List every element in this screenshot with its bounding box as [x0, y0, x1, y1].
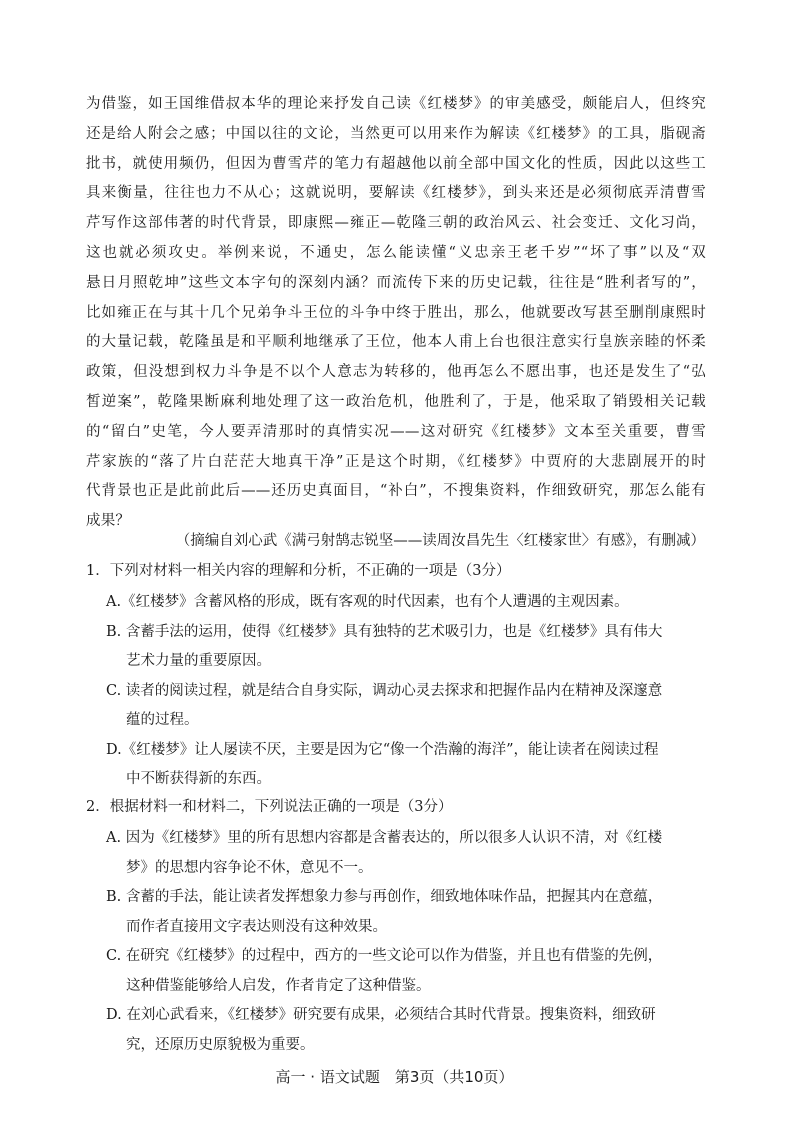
passage-line: 具来衡量，往往也力不从心；这就说明，要解读《红楼梦》，到头来还是必须彻底弄清曹雪 [86, 185, 706, 202]
option-text: B. 含蓄的手法，能让读者发挥想象力参与再创作，细致地体味作品，把握其内在意蕴， [106, 889, 663, 905]
option-text: 这种借鉴能够给人启发，作者肯定了这种借鉴。 [126, 977, 431, 994]
option-text: D.《红楼梦》让人屡读不厌，主要是因为它“像一个浩瀚的海洋”，能让读者在阅读过程 [106, 741, 659, 758]
option-d [106, 736, 706, 795]
passage-line: 的大量记载，乾隆虽是和平顺利地继承了王位，他本人甫上台也很注意实行皇族亲睦的怀柔 [86, 334, 706, 351]
passage-source: （摘编自刘心武《满弓射鹄志锐坚——读周汝昌先生〈红楼家世〉有感》，有删减） [175, 533, 705, 549]
passage-line: 批书，就使用频仍，但因为曹雪芹的笔力有超越他以前全部中国文化的性质，因此以这些工 [86, 155, 706, 172]
option-text: 中不断获得新的东西。 [126, 771, 271, 787]
passage-line: 悬日月照乾坤”这些文本字句的深刻内涵？而流传下来的历史记载，往往是“胜利者写的”， [86, 274, 706, 291]
page-footer: 高一 · 语文试题 第3页（共10页） [275, 1068, 514, 1086]
option-text: C. 在研究《红楼梦》的过程中，西方的一些文论可以作为借鉴，并且也有借鉴的先例， [106, 948, 663, 964]
option-d [106, 1001, 706, 1060]
option-text: 蕴的过程。 [126, 712, 199, 728]
reading-passage [86, 90, 706, 537]
passage-line: 为借鉴，如王国维借叔本华的理论来抒发自己读《红楼梦》的审美感受，颇能启人，但终究 [86, 96, 706, 112]
question-stem: 1．下列对材料一相关内容的理解和分析，不正确的一项是（3分） [86, 563, 511, 579]
option-b [106, 618, 706, 677]
option-text: B. 含蓄手法的运用，使得《红楼梦》具有独特的艺术吸引力，也是《红楼梦》具有伟大 [106, 623, 663, 640]
option-text: 梦》的思想内容争论不休，意见不一。 [126, 859, 373, 876]
question-stem: 2．根据材料一和材料二，下列说法正确的一项是（3分） [86, 799, 453, 815]
option-c [106, 677, 706, 736]
option-text: C. 读者的阅读过程，就是结合自身实际，调动心灵去探求和把握作品内在精神及深邃意 [106, 682, 663, 699]
option-a [106, 824, 706, 883]
option-a [106, 588, 706, 618]
passage-line: 这也就必须攻史。举例来说，不通史，怎么能读懂“义忠亲王老千岁”“坏了事”以及“双 [86, 244, 706, 261]
option-b [106, 883, 706, 942]
passage-line: 比如雍正在与其十几个兄弟争斗王位的斗争中终于胜出，那么，他就要改写甚至删削康熙时 [86, 304, 706, 321]
passage-line: 芹写作这部伟著的时代背景，即康熙—雍正—乾隆三朝的政治风云、社会变迁、文化习尚， [86, 215, 706, 232]
option-text: 究，还原历史原貌极为重要。 [126, 1036, 315, 1053]
passage-line: 的“留白”史笔，今人要弄清那时的真情实况——这对研究《红楼梦》文本至关重要，曹雪 [86, 423, 706, 440]
option-text: A. 因为《红楼梦》里的所有思想内容都是含蓄表达的，所以很多人认识不清，对《红楼 [106, 830, 663, 846]
passage-line: 还是给人附会之感；中国以往的文论，当然更可以用来作为解读《红楼梦》的工具，脂砚斋 [86, 125, 706, 142]
passage-line: 政策，但没想到权力斗争是不以个人意志为转移的，他再怎么不愿出事，也还是发生了“弘 [86, 364, 706, 381]
passage-line: 代背景也正是此前此后——还历史真面目，“补白”，不搜集资料，作细致研究，那怎么能有 [86, 483, 706, 500]
option-text: 艺术力量的重要原因。 [126, 653, 271, 669]
passage-line: 芹家族的“落了片白茫茫大地真干净”正是这个时期，《红楼梦》中贾府的大悲剧展开的时 [86, 453, 706, 470]
option-c [106, 942, 706, 1001]
passage-line: 成果？ [86, 513, 131, 530]
option-text: D. 在刘心武看来，《红楼梦》研究要有成果，必须结合其时代背景。搜集资料，细致研 [106, 1007, 656, 1023]
passage-line: 皙逆案”，乾隆果断麻利地处理了这一政治危机，他胜利了，于是，他采取了销毁相关记载 [86, 393, 706, 410]
option-text: 而作者直接用文字表达则没有这种效果。 [126, 918, 387, 935]
option-text: A.《红楼梦》含蓄风格的形成，既有客观的时代因素，也有个人遭遇的主观因素。 [106, 594, 629, 610]
